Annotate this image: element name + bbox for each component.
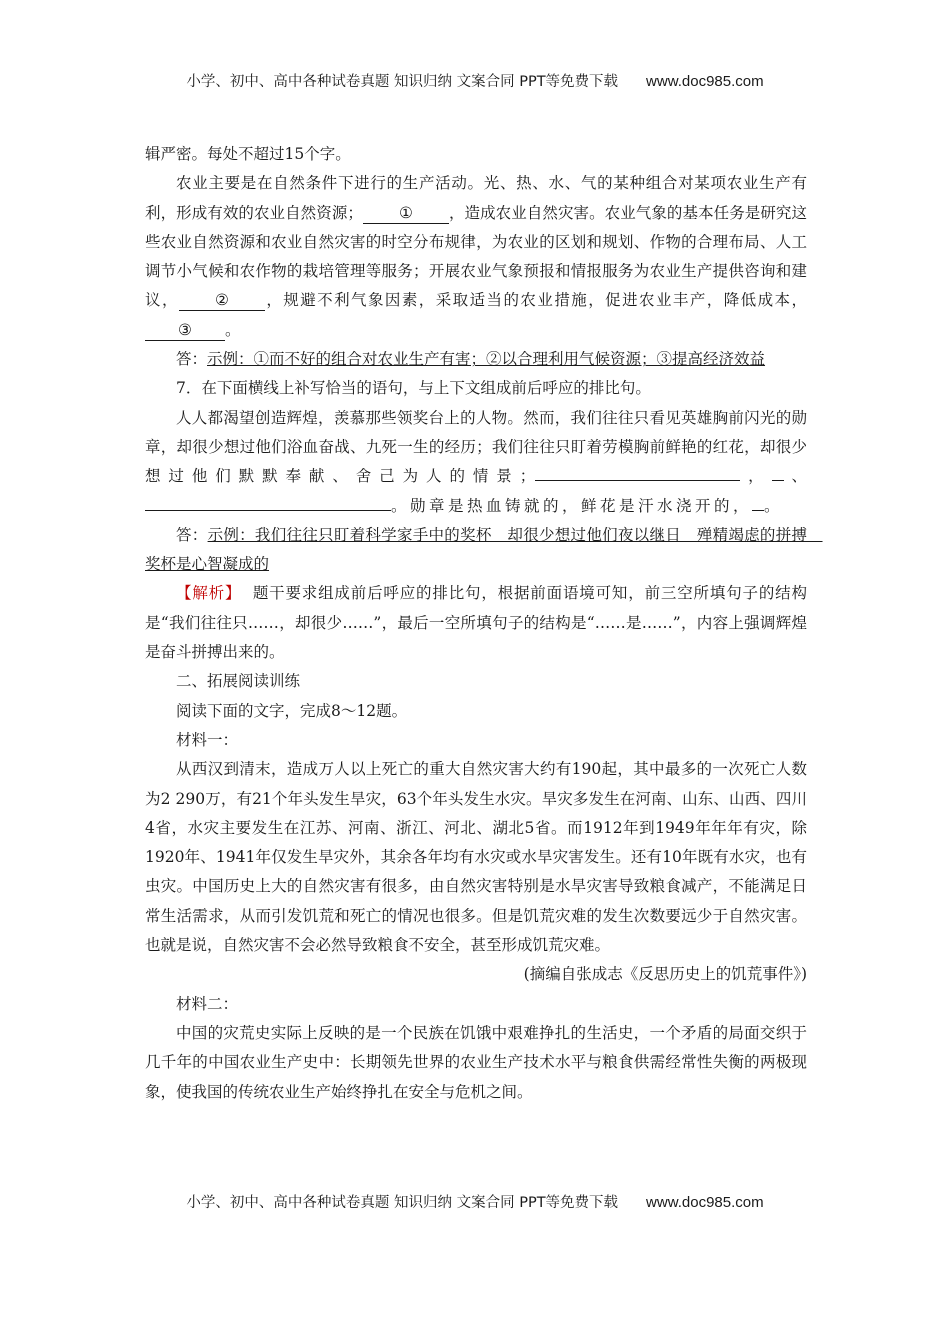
material-2-text: 中国的灾荒史实际上反映的是一个民族在饥饿中艰难挣扎的生活史，一个矛盾的局面交织于几千年的中国农业生产史中：长期领先世界的农业生产技术水平与粮食供需经常性失衡的两极现象，使我国的传统农业生产始终挣扎在安全与危机之间。: [145, 1023, 807, 1101]
q7-passage-part-2: 。勋章是热血铸就的，鲜花是汗水浇开的，: [391, 496, 753, 515]
q6-blank-3: ③: [145, 320, 225, 341]
footer-text: 小学、初中、高中各种试卷真题 知识归纳 文案合同 PPT等免费下载: [186, 1195, 619, 1211]
q6-passage-part-2: ，造成农业自然灾害。农业气象的基本任务是研究这些农业自然资源和农业自然灾害的时空分布规律，为农业的区划和规划、作物的合理布局、人工调节小气候和农作物的栽培管理等服务；开展农业气象预报和情报服务为农业生产提供咨询和建议，: [145, 203, 807, 310]
document-body: [145, 140, 823, 1107]
reading-instruction: 阅读下面的文字，完成8～12题。: [176, 701, 408, 720]
q6-passage-part-1: 农业主要是在自然条件下进行的生产活动。光、热、水、气的某种组合对某项农业生产有利，形成有效的农业自然资源；: [145, 174, 807, 222]
q6-passage: [145, 169, 807, 345]
q7-sep-2: 、: [783, 467, 807, 486]
header-url[interactable]: www.doc985.com: [646, 73, 764, 90]
q6-passage-part-4: 。: [225, 320, 241, 339]
q7-blank-2b: [145, 492, 391, 511]
q7-answer-text: 示例：我们往往只盯着科学家手中的奖杯 却很少想过他们夜以继日 殚精竭虑的拼搏 奖杯是心智凝成的: [145, 525, 823, 574]
material-1-label: 材料一：: [176, 730, 239, 749]
section-title: 二、拓展阅读训练: [176, 672, 301, 691]
page-footer: [0, 1191, 950, 1212]
q7-answer-label: 答：: [176, 525, 208, 544]
q7-end: 。: [764, 496, 780, 515]
footer-url[interactable]: www.doc985.com: [646, 1194, 764, 1211]
q7-blank-1: [535, 462, 740, 481]
header-text: 小学、初中、高中各种试卷真题 知识归纳 文案合同 PPT等免费下载: [186, 74, 619, 90]
q6-answer: [145, 345, 807, 374]
material-1-text: 从西汉到清末，造成万人以上死亡的重大自然灾害大约有190起，其中最多的一次死亡人数为2 290万，有21个年头发生旱灾，63个年头发生水灾。旱灾多发生在河南、山东、山西、四川4省，水灾主要发生在江苏、河南、浙江、河北、湖北5省。而1912年到1949年年年有灾，除1920年、1941年仅发生旱灾外，其余各年均有水灾或水旱灾害发生。还有10年既有水灾，也有虫灾。中国历史上大的自然灾害有很多，由自然灾害特别是水旱灾害导致粮食减产，不能满足日常生活需求，从而引发饥荒和死亡的情况也很多。但是饥荒灾难的发生次数要远少于自然灾害。也就是说，自然灾害不会必然导致粮食不安全，甚至形成饥荒灾难。: [145, 760, 807, 955]
material-2-label: 材料二：: [176, 994, 239, 1013]
q7-answer: [145, 521, 823, 580]
q7-sep-1: ，: [740, 467, 772, 486]
analysis-label: 【解析】: [176, 584, 242, 603]
q6-answer-text: 示例：①而不好的组合对农业生产有害；②以合理利用气候资源；③提高经济效益: [207, 350, 766, 369]
q7-passage: [145, 404, 807, 521]
page-header: [0, 70, 950, 91]
q7-analysis: [145, 579, 807, 667]
q6-passage-part-3: ，规避不利气象因素，采取适当的农业措施，促进农业丰产，降低成本，: [264, 291, 807, 310]
q6-blank-1: ①: [363, 203, 449, 224]
q6-intro-tail: 辑严密。每处不超过15个字。: [145, 145, 351, 163]
q6-answer-label: 答：: [176, 350, 208, 369]
q6-blank-2: ②: [179, 290, 265, 311]
q7-passage-part-1: 人人都渴望创造辉煌，羡慕那些领奖台上的人物。然而，我们往往只看见英雄胸前闪光的勋章，却很少想过他们浴血奋战、九死一生的经历；我们往往只盯着劳模胸前鲜艳的红花，却很少想过他们默默奉献、舍己为人的情景；: [145, 408, 807, 486]
q7-blank-2a: [772, 462, 784, 481]
q7-question: 7．在下面横线上补写恰当的语句，与上下文组成前后呼应的排比句。: [176, 379, 651, 398]
q7-blank-3: [752, 492, 764, 511]
analysis-text: 题干要求组成前后呼应的排比句，根据前面语境可知，前三空所填句子的结构是“我们往往只……，却很少……”，最后一空所填句子的结构是“……是……”，内容上强调辉煌是奋斗拼搏出来的。: [145, 584, 807, 662]
material-1-source: (摘编自张成志《反思历史上的饥荒事件》): [523, 965, 807, 984]
